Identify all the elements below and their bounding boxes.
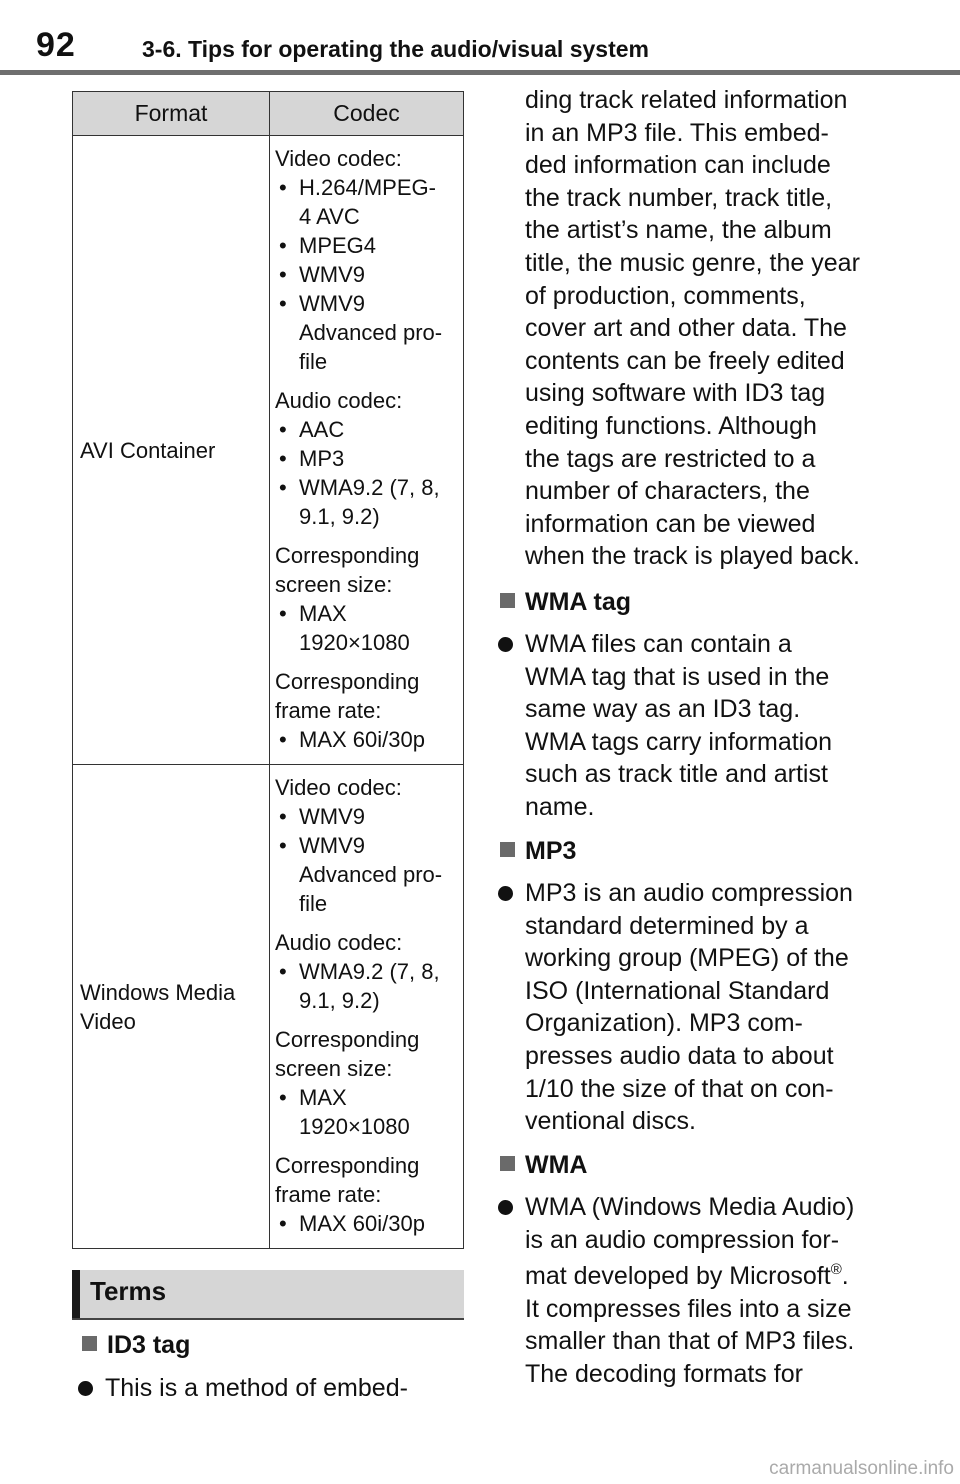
codec-group-title: Corresponding frame rate: bbox=[275, 669, 420, 723]
square-bullet-icon bbox=[500, 1156, 515, 1171]
bullet-wma-tag bbox=[498, 628, 958, 824]
bullet-dot-icon bbox=[78, 1381, 93, 1396]
format-line: AVI Container bbox=[80, 437, 216, 463]
terms-heading bbox=[72, 1270, 464, 1320]
format-line: Video bbox=[80, 1008, 136, 1034]
page-header bbox=[0, 0, 960, 76]
text-line: The decoding formats for bbox=[525, 1359, 803, 1388]
codec-group-title: Corresponding screen size: bbox=[275, 1027, 420, 1081]
codec-item: • MAX 1920×1080 bbox=[275, 599, 459, 657]
codec-group bbox=[275, 773, 459, 918]
format-line: Windows Media bbox=[80, 979, 236, 1005]
text-line: ISO (International Standard bbox=[525, 976, 830, 1005]
text-line: standard determined by a bbox=[525, 911, 809, 940]
codec-group bbox=[275, 928, 459, 1015]
text-line: Organization). MP3 com- bbox=[525, 1009, 803, 1038]
text-line: the tags are restricted to a bbox=[525, 444, 816, 473]
text-line: WMA tag that is used in the bbox=[525, 662, 830, 691]
codec-item: • AAC bbox=[275, 415, 459, 444]
id3-continuation bbox=[525, 84, 955, 573]
text-line: editing functions. Although bbox=[525, 411, 817, 440]
codec-group bbox=[275, 1151, 459, 1238]
subheading-mp3 bbox=[500, 837, 576, 866]
watermark: carmanualsonline.info bbox=[769, 1458, 954, 1479]
bullet-id3 bbox=[78, 1372, 468, 1405]
text-line: ding track related information bbox=[525, 86, 848, 114]
codec-item: • WMV9 bbox=[275, 260, 459, 289]
text-line: same way as an ID3 tag. bbox=[525, 695, 801, 724]
text-line: smaller than that of MP3 files. bbox=[525, 1327, 855, 1356]
text-line: WMA (Windows Media Audio) bbox=[525, 1193, 855, 1221]
bullet-text bbox=[525, 1191, 958, 1391]
text-line: 1/10 the size of that on con- bbox=[525, 1074, 834, 1103]
text-line: ded information can include bbox=[525, 151, 831, 180]
text-line: title, the music genre, the year bbox=[525, 248, 860, 277]
text-line: presses audio data to about bbox=[525, 1041, 834, 1070]
text-line: the artist’s name, the album bbox=[525, 216, 832, 245]
codec-item: • H.264/MPEG- 4 AVC bbox=[275, 173, 459, 231]
text-line: number of characters, the bbox=[525, 477, 810, 506]
codec-group-title: Audio codec: bbox=[275, 930, 403, 955]
subheading-wma bbox=[500, 1151, 587, 1180]
codec-item: • WMV9 bbox=[275, 802, 459, 831]
text-line: contents can be freely edited bbox=[525, 346, 845, 375]
text-line: the track number, track title, bbox=[525, 183, 833, 212]
bullet-wma bbox=[498, 1191, 958, 1391]
codec-group bbox=[275, 144, 459, 376]
codec-item: • MP3 bbox=[275, 444, 459, 473]
format-cell bbox=[73, 136, 270, 765]
text-line: name. bbox=[525, 792, 595, 821]
codec-item: • WMA9.2 (7, 8, 9.1, 9.2) bbox=[275, 473, 459, 531]
codec-group bbox=[275, 541, 459, 657]
codec-group-title: Audio codec: bbox=[275, 388, 403, 413]
bullet-dot-icon bbox=[498, 637, 513, 652]
bullet-mp3 bbox=[498, 877, 958, 1138]
codec-table bbox=[72, 91, 464, 1249]
subheading-label: MP3 bbox=[525, 837, 577, 865]
text-line: when the track is played back. bbox=[525, 542, 860, 571]
subheading-wma-tag bbox=[500, 588, 631, 617]
text-line: using software with ID3 tag bbox=[525, 379, 826, 408]
header-rule bbox=[0, 70, 960, 75]
table-header-row bbox=[73, 92, 464, 136]
text-line: information can be viewed bbox=[525, 509, 816, 538]
codec-group bbox=[275, 667, 459, 754]
text-line: ventional discs. bbox=[525, 1107, 696, 1136]
codec-item: • MAX 60i/30p bbox=[275, 725, 459, 754]
bullet-dot-icon bbox=[498, 886, 513, 901]
text-line: It compresses files into a size bbox=[525, 1294, 852, 1323]
bullet-text: This is a method of embed- bbox=[105, 1374, 408, 1402]
text-line: is an audio compression for- bbox=[525, 1225, 840, 1254]
text-line: working group (MPEG) of the bbox=[525, 944, 849, 973]
codec-group bbox=[275, 386, 459, 531]
table-row bbox=[73, 136, 464, 765]
square-bullet-icon bbox=[500, 842, 515, 857]
codec-group-title: Video codec: bbox=[275, 146, 402, 171]
bullet-text bbox=[525, 877, 958, 1138]
codec-item: • MPEG4 bbox=[275, 231, 459, 260]
text-line: in an MP3 file. This embed- bbox=[525, 118, 829, 147]
codec-group-title: Corresponding screen size: bbox=[275, 543, 420, 597]
codec-group bbox=[275, 1025, 459, 1141]
table-row bbox=[73, 765, 464, 1249]
codec-item: • WMV9 Advanced pro- file bbox=[275, 289, 459, 376]
subheading-label: WMA bbox=[525, 1151, 588, 1179]
codec-item: • MAX 60i/30p bbox=[275, 1209, 459, 1238]
text-line: of production, comments, bbox=[525, 281, 806, 310]
section-title: 3-6. Tips for operating the audio/visual system bbox=[142, 36, 649, 62]
codec-item: • WMV9 Advanced pro- file bbox=[275, 831, 459, 918]
bullet-text bbox=[525, 628, 958, 824]
codec-cell bbox=[270, 136, 464, 765]
text-line: mat developed by Microsoft®. bbox=[525, 1261, 849, 1291]
column-header-format: Format bbox=[73, 92, 270, 136]
format-cell bbox=[73, 765, 270, 1249]
codec-group-title: Corresponding frame rate: bbox=[275, 1153, 420, 1207]
terms-heading-bar bbox=[72, 1270, 80, 1318]
subheading-label: WMA tag bbox=[525, 588, 631, 616]
terms-heading-label: Terms bbox=[90, 1276, 167, 1306]
bullet-dot-icon bbox=[498, 1200, 513, 1215]
text-line: cover art and other data. The bbox=[525, 314, 847, 343]
square-bullet-icon bbox=[500, 593, 515, 608]
codec-group-title: Video codec: bbox=[275, 775, 402, 800]
text-line: such as track title and artist bbox=[525, 760, 828, 789]
page-number: 92 bbox=[36, 26, 76, 64]
codec-cell bbox=[270, 765, 464, 1249]
codec-item: • WMA9.2 (7, 8, 9.1, 9.2) bbox=[275, 957, 459, 1015]
codec-item: • MAX 1920×1080 bbox=[275, 1083, 459, 1141]
subheading-label: ID3 tag bbox=[107, 1331, 191, 1359]
square-bullet-icon bbox=[82, 1336, 97, 1351]
subheading-id3-tag bbox=[82, 1331, 190, 1360]
registered-mark: ® bbox=[830, 1261, 842, 1279]
text-line: WMA files can contain a bbox=[525, 630, 792, 658]
text-line: MP3 is an audio compression bbox=[525, 879, 853, 907]
text-line: WMA tags carry information bbox=[525, 727, 833, 756]
column-header-codec: Codec bbox=[270, 92, 464, 136]
